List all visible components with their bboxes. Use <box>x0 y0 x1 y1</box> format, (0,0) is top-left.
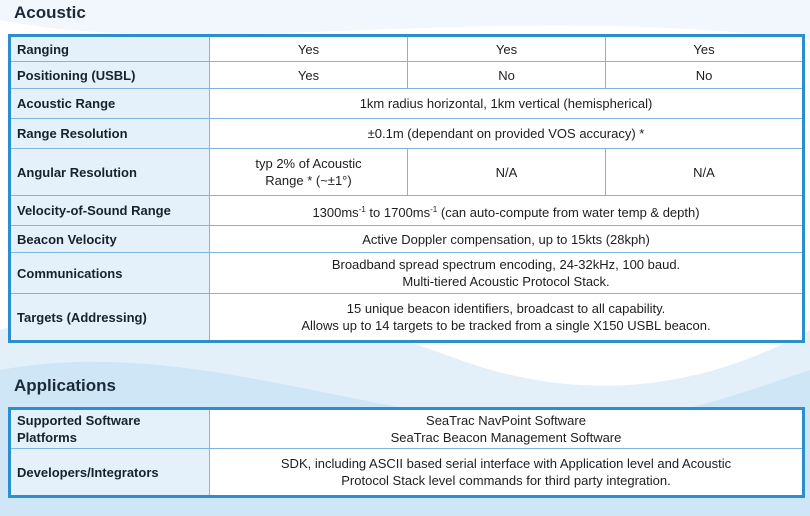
cell-value <box>210 196 804 226</box>
row-label: Range Resolution <box>10 119 210 149</box>
section-title-applications: Applications <box>14 376 117 395</box>
table-row-developers <box>10 449 804 497</box>
cell-line: typ 2% of Acoustic <box>255 156 362 171</box>
row-label: Velocity-of-Sound Range <box>10 196 210 226</box>
cell-line: SeaTrac Beacon Management Software <box>390 430 622 445</box>
cell-line: Protocol Stack level commands for third party integration. <box>341 473 671 488</box>
table-row-communications <box>10 253 804 294</box>
table-row-angular-resolution <box>10 149 804 196</box>
cell-value: Yes <box>606 36 804 62</box>
table-row-targets <box>10 294 804 342</box>
cell-line: Broadband spread spectrum encoding, 24-32kHz, 100 baud. <box>331 257 681 272</box>
table-row-supported-software <box>10 409 804 449</box>
cell-value <box>210 409 804 449</box>
row-label <box>10 409 210 449</box>
row-label: Beacon Velocity <box>10 226 210 253</box>
vos-sup1: -1 <box>358 204 366 214</box>
table-row-vos-range <box>10 196 804 226</box>
cell-line: Multi-tiered Acoustic Protocol Stack. <box>402 274 610 289</box>
cell-value: Yes <box>210 62 408 89</box>
cell-value: N/A <box>408 149 606 196</box>
row-label: Ranging <box>10 36 210 62</box>
cell-line: SeaTrac NavPoint Software <box>426 413 586 428</box>
cell-value: No <box>606 62 804 89</box>
label-line: Platforms <box>17 430 77 445</box>
cell-value: Yes <box>408 36 606 62</box>
cell-value: 1km radius horizontal, 1km vertical (hemispherical) <box>210 89 804 119</box>
applications-spec-table <box>8 407 805 498</box>
row-label: Angular Resolution <box>10 149 210 196</box>
cell-value: Yes <box>210 36 408 62</box>
row-label: Acoustic Range <box>10 89 210 119</box>
acoustic-spec-table <box>8 34 805 343</box>
cell-value: ±0.1m (dependant on provided VOS accuracy) * <box>210 119 804 149</box>
vos-part2: to 1700ms <box>365 204 431 220</box>
table-row-beacon-velocity <box>10 226 804 253</box>
row-label: Positioning (USBL) <box>10 62 210 89</box>
table-row-ranging <box>10 36 804 62</box>
cell-line: Range * (~±1°) <box>265 173 352 188</box>
cell-value <box>210 449 804 497</box>
vos-part1: 1300ms <box>312 204 359 220</box>
cell-value <box>210 294 804 342</box>
cell-line: SDK, including ASCII based serial interface with Application level and Acoustic <box>280 456 732 471</box>
vos-sup2: -1 <box>430 204 438 214</box>
cell-value <box>210 149 408 196</box>
cell-line: Allows up to 14 targets to be tracked from a single X150 USBL beacon. <box>301 318 711 333</box>
cell-value <box>210 253 804 294</box>
table-row-positioning <box>10 62 804 89</box>
table-row-acoustic-range <box>10 89 804 119</box>
table-row-range-resolution <box>10 119 804 149</box>
cell-value: Active Doppler compensation, up to 15kts (28kph) <box>210 226 804 253</box>
label-line: Supported Software <box>17 413 141 428</box>
vos-part3: (can auto-compute from water temp & depth) <box>437 204 700 220</box>
cell-line: 15 unique beacon identifiers, broadcast to all capability. <box>346 301 666 316</box>
row-label: Targets (Addressing) <box>10 294 210 342</box>
row-label: Developers/Integrators <box>10 449 210 497</box>
cell-value: No <box>408 62 606 89</box>
row-label: Communications <box>10 253 210 294</box>
cell-value: N/A <box>606 149 804 196</box>
section-title-acoustic: Acoustic <box>14 3 86 22</box>
